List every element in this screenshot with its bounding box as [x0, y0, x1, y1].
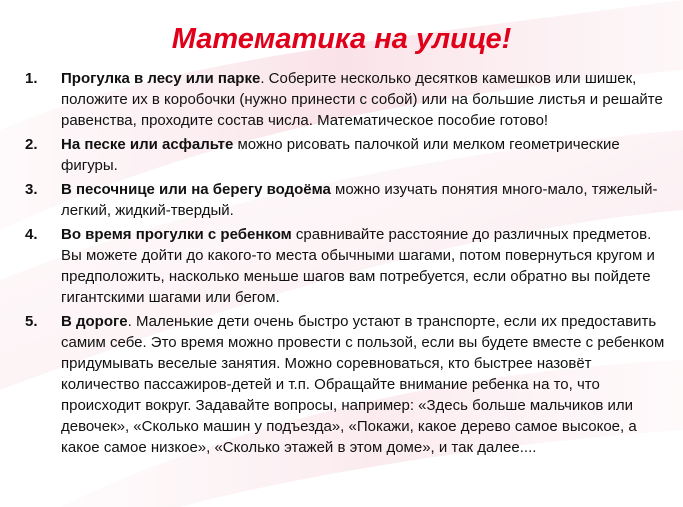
list-item: [22, 68, 670, 131]
item-lead: В дороге: [61, 313, 128, 330]
slide-title: Математика на улице!: [171, 23, 512, 55]
item-number: 3.: [25, 181, 38, 198]
item-text: можно рисовать палочкой или мелком геометрические фигуры.: [61, 136, 620, 174]
list-item: [22, 224, 670, 308]
list-item: [22, 311, 670, 458]
item-number: 1.: [25, 70, 38, 87]
item-number: 4.: [25, 226, 38, 243]
item-lead: В песочнице или на берегу водоёма: [61, 181, 331, 198]
item-text: . Соберите несколько десятков камешков или шишек, положите их в коробочки (нужно принести с собой) или на большие листья и решайте равенства, проходите состав числа. Математическое пособие готово!: [61, 70, 663, 129]
item-lead: Во время прогулки с ребенком: [61, 226, 292, 243]
item-number: 2.: [25, 136, 38, 153]
list-item: [22, 134, 670, 176]
item-text: можно изучать понятия много-мало, тяжелый-легкий, жидкий-твердый.: [61, 181, 658, 219]
item-text: сравнивайте расстояние до различных предметов. Вы можете дойти до какого-то места обычными шагами, потом повернуться кругом и предположить, насколько меньше шагов вам потребуется, если обратно вы пойдете гигантскими шагами или бегом.: [61, 226, 655, 306]
item-text: . Маленькие дети очень быстро устают в транспорте, если их предоставить самим себе. Это время можно провести с пользой, если вы будете вместе с ребенком придумывать веселые занятия. Можно соревноваться, кто быстрее назовёт количество пассажиров-детей и т.п. Обращайте внимание ребенка на то, что происходит вокруг. Задавайте вопросы, например: «Здесь больше мальчиков или девочек», «Сколько машин у подъезда», «Покажи, какое дерево самое высокое, а какое самое низкое», «Сколько этажей в этом доме», и так далее....: [61, 313, 665, 456]
item-lead: Прогулка в лесу или парке: [61, 70, 261, 87]
tips-list: [22, 68, 670, 461]
item-number: 5.: [25, 313, 38, 330]
item-lead: На песке или асфальте: [61, 136, 234, 153]
list-item: [22, 179, 670, 221]
